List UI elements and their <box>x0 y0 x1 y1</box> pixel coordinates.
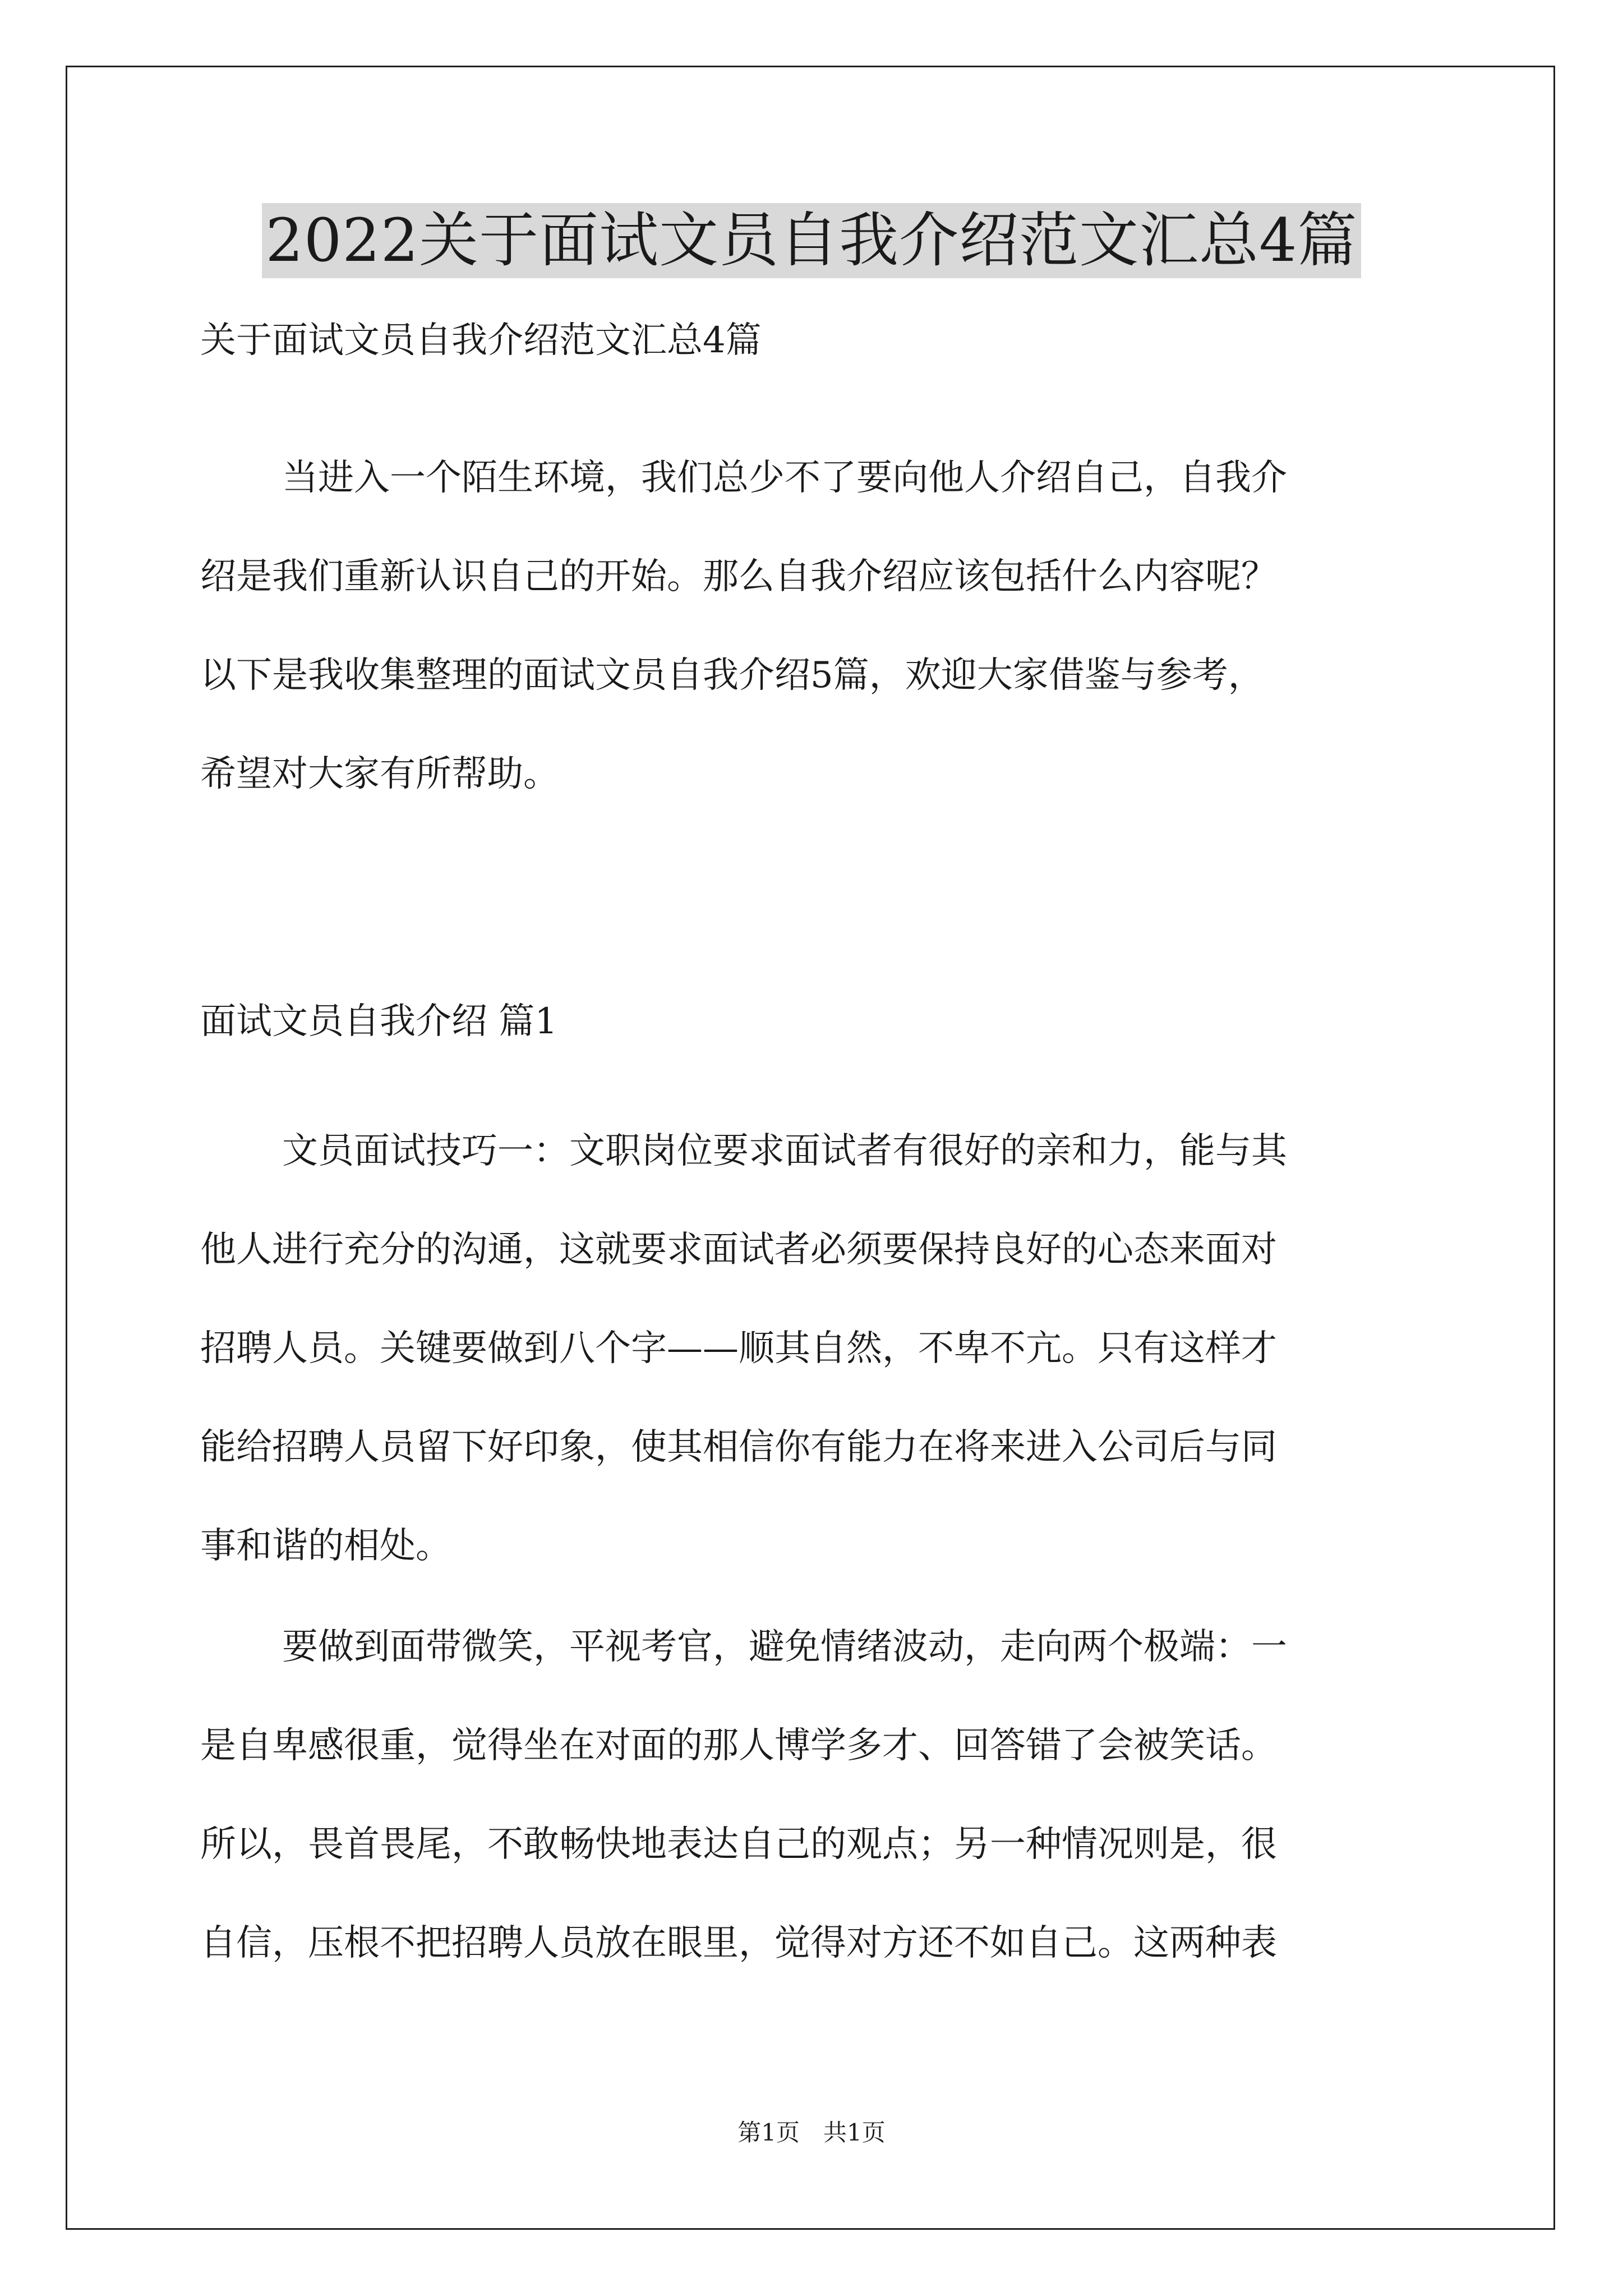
paragraph-line: 能给招聘人员留下好印象，使其相信你有能力在将来进入公司后与同 <box>200 1427 1277 1468</box>
intro-line: 当进入一个陌生环境，我们总少不了要向他人介绍自己，自我介 <box>282 457 1287 499</box>
document-title: 2022关于面试文员自我介绍范文汇总4篇 <box>262 203 1361 278</box>
intro-line: 希望对大家有所帮助。 <box>200 753 559 795</box>
document-subtitle: 关于面试文员自我介绍范文汇总4篇 <box>200 320 762 361</box>
body-paragraph-1 <box>200 1102 1428 1595</box>
section-heading: 面试文员自我介绍 篇1 <box>200 1001 558 1042</box>
paragraph-line: 招聘人员。关键要做到八个字——顺其自然，不卑不亢。只有这样才 <box>200 1328 1277 1369</box>
intro-line: 以下是我收集整理的面试文员自我介绍5篇，欢迎大家借鉴与参考， <box>200 655 1264 696</box>
paragraph-line: 他人进行充分的沟通，这就要求面试者必须要保持良好的心态来面对 <box>200 1229 1277 1271</box>
intro-line: 绍是我们重新认识自己的开始。那么自我介绍应该包括什么内容呢？ <box>200 556 1277 597</box>
paragraph-line: 所以，畏首畏尾，不敢畅快地表达自己的观点；另一种情况则是，很 <box>200 1824 1277 1865</box>
paragraph-line: 自信，压根不把招聘人员放在眼里，觉得对方还不如自己。这两种表 <box>200 1922 1277 1964</box>
paragraph-line: 要做到面带微笑，平视考官，避免情绪波动，走向两个极端：一 <box>282 1626 1287 1668</box>
paragraph-line: 事和谐的相处。 <box>200 1525 451 1567</box>
body-paragraph-2 <box>200 1598 1428 1993</box>
intro-paragraph <box>200 429 1428 823</box>
page-footer: 第1页 共1页 <box>737 2119 886 2146</box>
paragraph-line: 是自卑感很重，觉得坐在对面的那人博学多才、回答错了会被笑话。 <box>200 1725 1277 1766</box>
title-container <box>0 203 1623 278</box>
paragraph-line: 文员面试技巧一：文职岗位要求面试者有很好的亲和力，能与其 <box>282 1130 1287 1172</box>
